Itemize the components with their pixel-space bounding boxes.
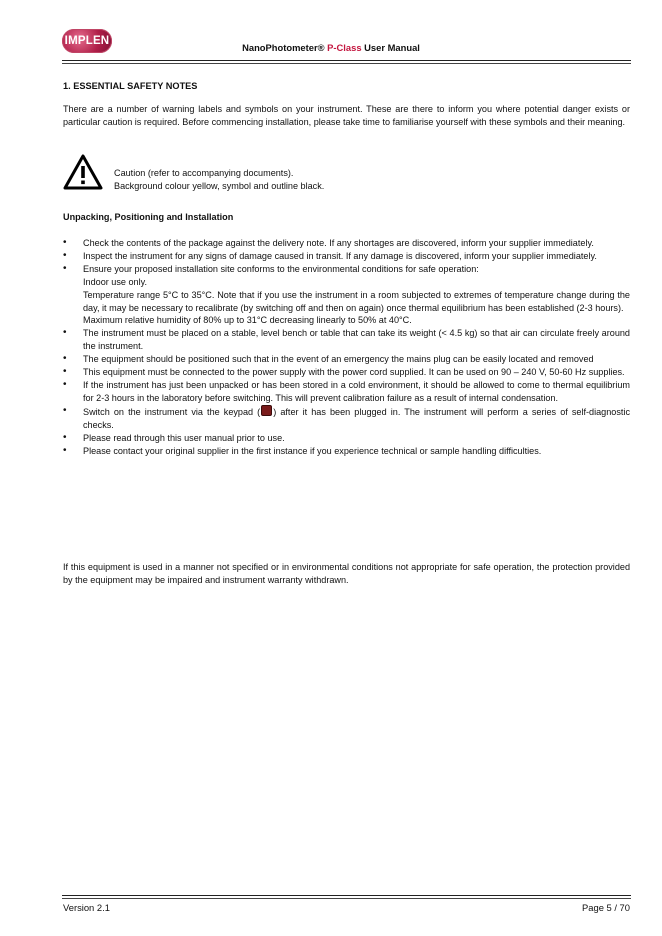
list-item: • Inspect the instrument for any signs of damage caused in transit. If any damage is discovered, inform your supplier immediately. (63, 250, 630, 263)
footer-rule (62, 895, 631, 896)
list-item: • If the instrument has just been unpacked or has been stored in a cold environment, it should be allowed to come to thermal equilibrium for 2-3 hours in the laboratory before switching. This will prevent calibration failure as a result of internal condensation. (63, 379, 630, 405)
header-title-brand: P-Class (324, 42, 362, 53)
section-title: 1. ESSENTIAL SAFETY NOTES (63, 81, 198, 91)
subsection-title: Unpacking, Positioning and Installation (63, 212, 234, 222)
header-title-suffix: User Manual (361, 42, 420, 53)
list-item: • The instrument must be placed on a stable, level bench or table that can take its weight (< 4.5 kg) so that air can circulate freely around the instrument. (63, 327, 630, 353)
caution-line-1: Caution (refer to accompanying documents). (114, 168, 294, 178)
warning-triangle-icon (63, 154, 103, 190)
switch-on-text-after: ) after it has been plugged in. The instrument will perform a series of self-diagnostic checks. (83, 406, 630, 430)
list-item (63, 263, 630, 328)
closing-paragraph: If this equipment is used in a manner not specified or in environmental conditions not appropriate for safe operation, the protection provided by the equipment may be impaired and instrument warranty withdrawn. (63, 562, 630, 585)
header-rule (62, 60, 631, 61)
caution-line-2: Background colour yellow, symbol and outline black. (114, 180, 325, 191)
list-item: • This equipment must be connected to the power supply with the power cord supplied. It can be used on 90 – 240 V, 50-60 Hz supplies. (63, 366, 630, 379)
list-item: • Please contact your original supplier in the first instance if you experience technical or sample handling difficulties. (63, 445, 630, 458)
header-rule-secondary (62, 63, 631, 64)
caution-description (114, 167, 514, 193)
footer-rule-secondary (62, 898, 631, 899)
list-item-text: Ensure your proposed installation site conforms to the environmental conditions for safe operation: (83, 263, 479, 274)
logo-text: IMPLEN (64, 35, 110, 47)
header-title-prefix: NanoPhotometer (242, 42, 318, 53)
installation-list (63, 237, 630, 457)
switch-on-text-before: Switch on the instrument via the keypad ( (83, 406, 261, 417)
power-key-icon (261, 405, 272, 416)
list-item (63, 405, 630, 432)
condition-temperature: Temperature range 5°C to 35°C. Note that if you use the instrument in a room subjected to extremes of temperature change during the day, it may be necessary to recalibrate (by switching off and then on again) once thermal equilibrium has been established (2-3 hours). (83, 289, 630, 313)
list-item: • Check the contents of the package against the delivery note. If any shortages are discovered, inform your supplier immediately. (63, 237, 630, 250)
list-item: • Please read through this user manual prior to use. (63, 432, 630, 445)
footer-page-number: Page 5 / 70 (582, 902, 630, 913)
header-title (0, 42, 662, 53)
intro-paragraph: There are a number of warning labels and symbols on your instrument. These are there to inform you where potential danger exists or particular caution is required. Before commencing installation, please take time to familiarise yourself with these symbols and their meaning. (63, 104, 630, 127)
condition-indoor: Indoor use only. (83, 276, 148, 287)
header-title-reg: ® (317, 42, 325, 53)
condition-humidity: Maximum relative humidity of 80% up to 31°C decreasing linearly to 50% at 40°C. (83, 315, 412, 326)
footer-version: Version 2.1 (63, 902, 110, 913)
list-item: • The equipment should be positioned such that in the event of an emergency the mains plug can be easily located and removed (63, 353, 630, 366)
